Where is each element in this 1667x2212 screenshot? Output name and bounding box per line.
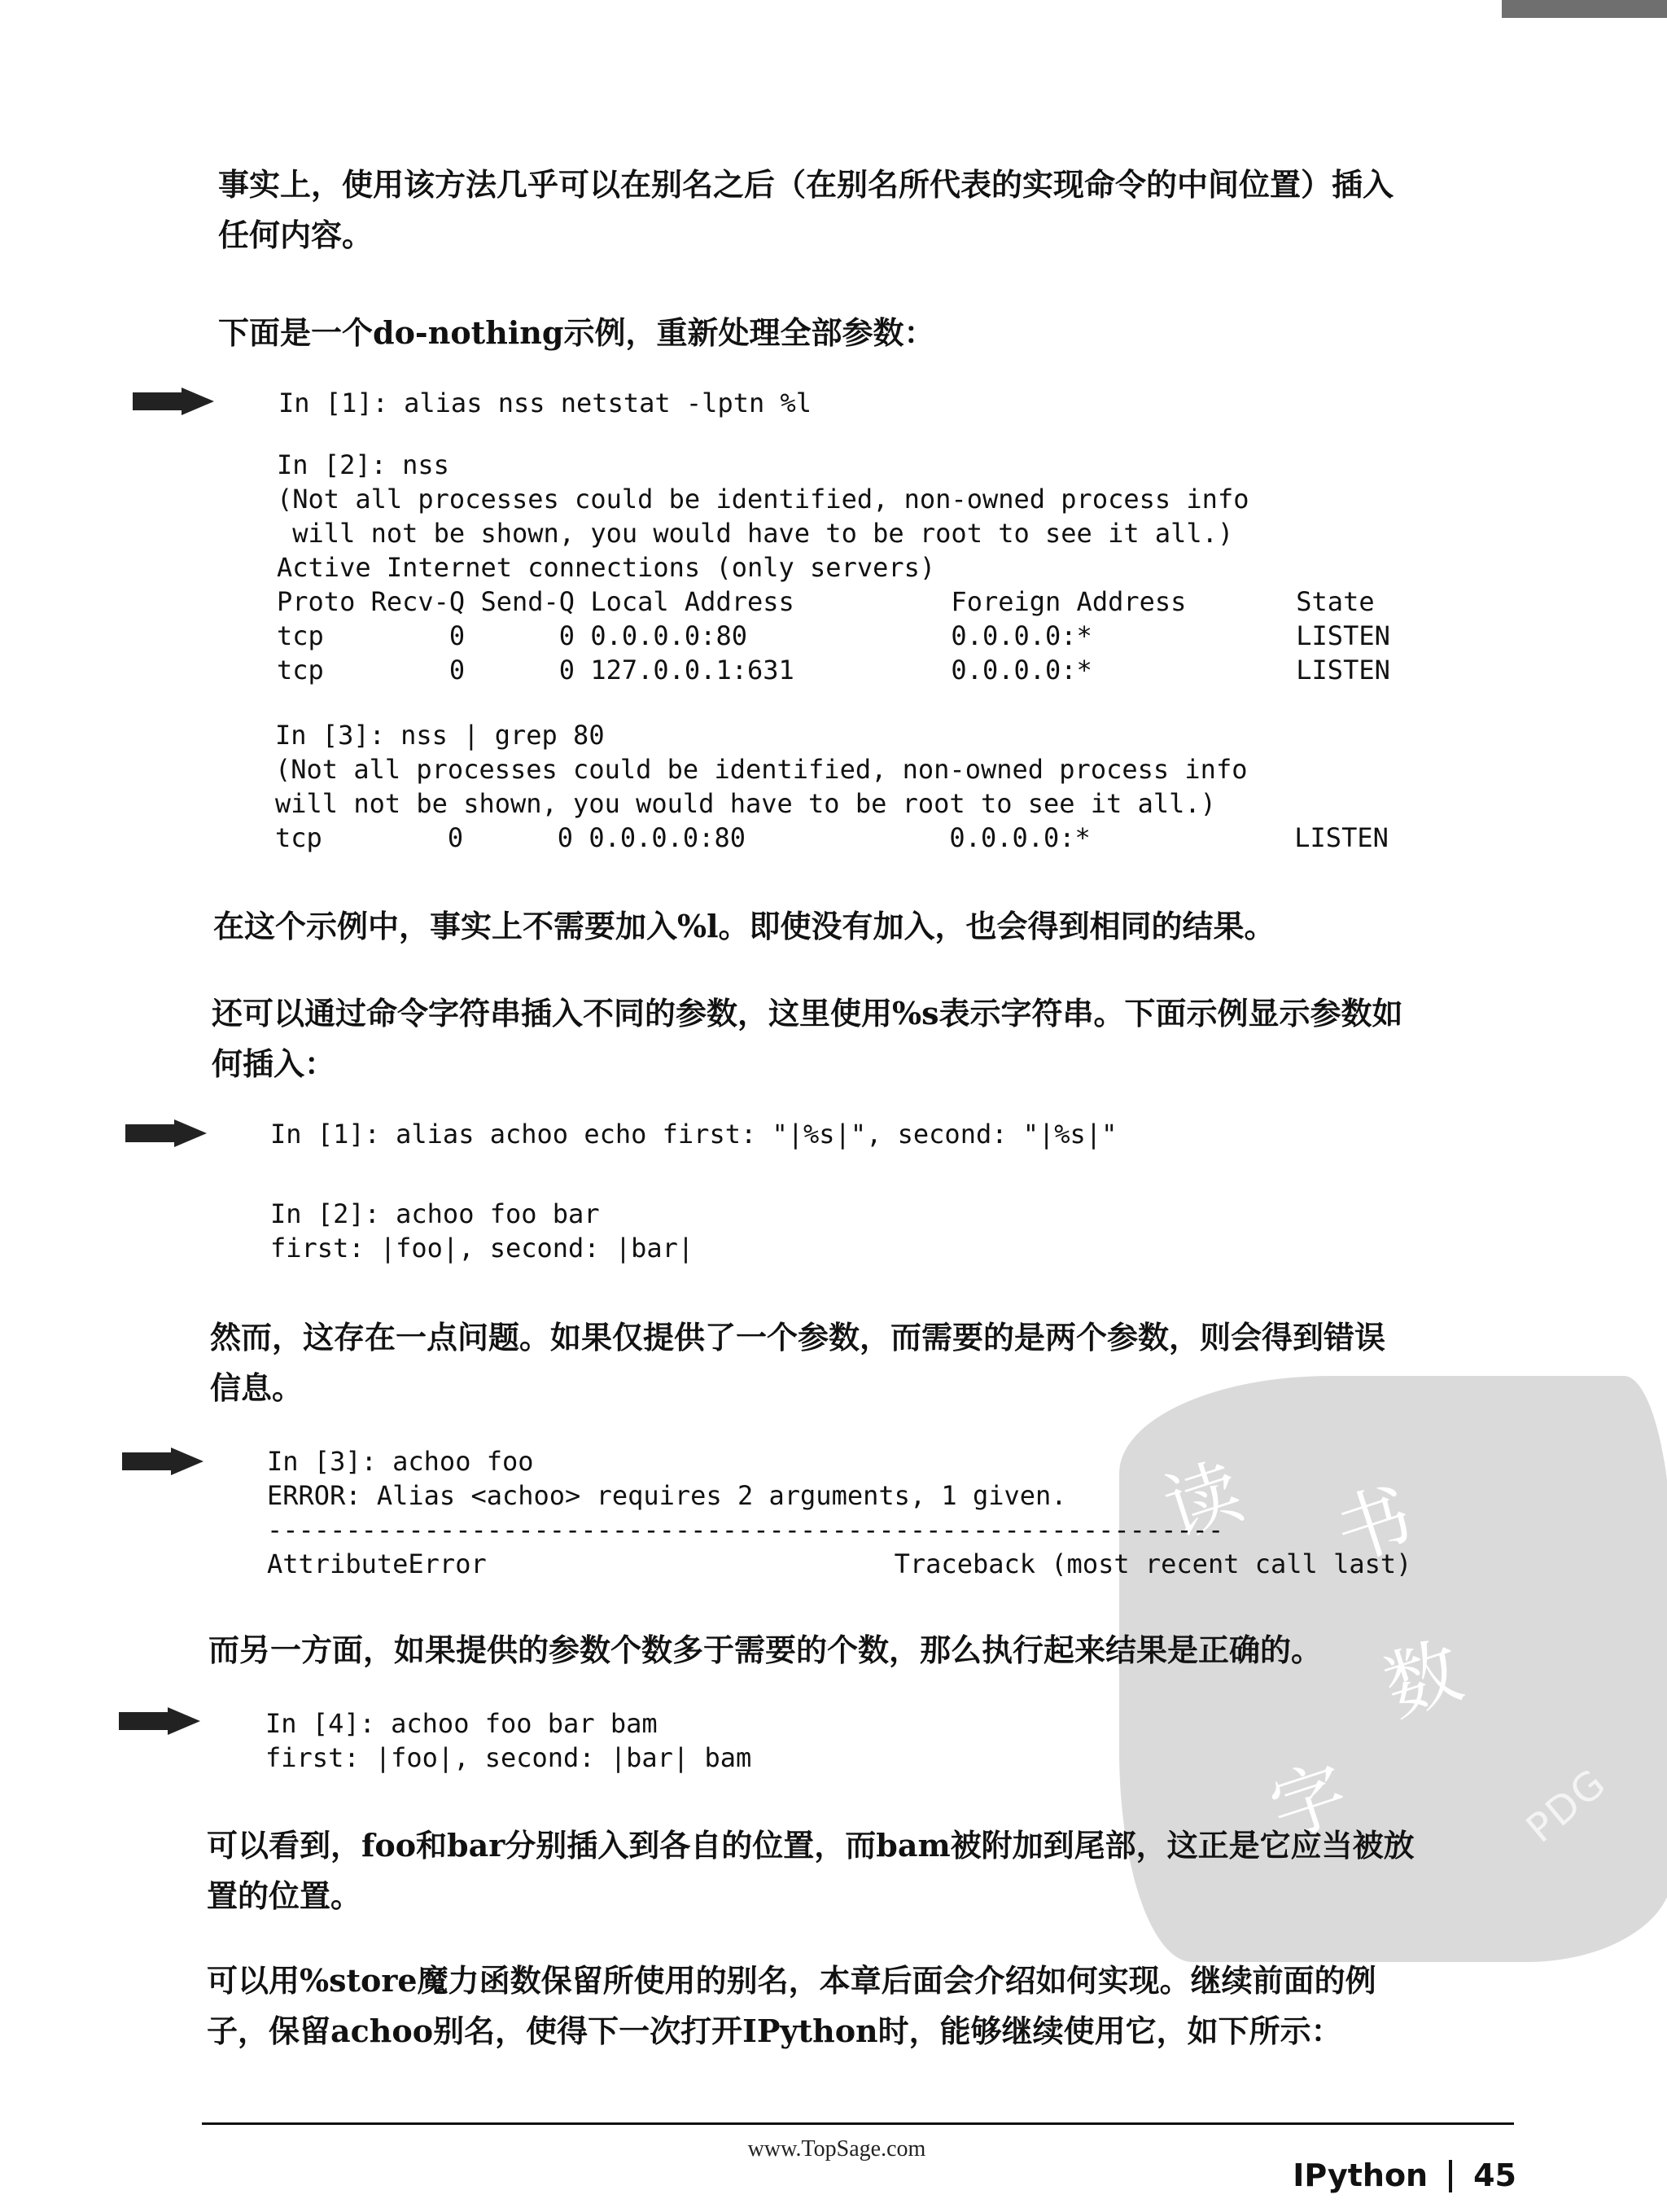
code-line: In [4]: achoo foo bar bam [265, 1708, 658, 1739]
paragraph-4 [212, 988, 1403, 1089]
code-line: In [1]: alias achoo echo first: "|%s|", second: "|%s|" [270, 1119, 1118, 1150]
code-block-5 [270, 1197, 693, 1265]
code-block-1 [278, 386, 812, 420]
code-line: will not be shown, you would have to be root to see it all.) [275, 788, 1216, 819]
code-line: In [1]: alias nss netstat -lptn %l [278, 388, 812, 418]
code-block-4 [270, 1117, 1117, 1151]
footer-url: www.TopSage.com [747, 2136, 926, 2162]
code-line: ------------------------------------------------------------- [267, 1514, 1224, 1545]
scan-edge-mark [1502, 0, 1667, 18]
code-line: first: |foo|, second: |bar| [270, 1233, 694, 1264]
code-block-3 [275, 718, 1389, 855]
code-line: In [2]: nss [277, 449, 449, 480]
code-block-6 [267, 1444, 1411, 1581]
paragraph-line: 子，保留achoo别名，使得下一次打开IPython时，能够继续使用它，如下所示： [207, 2013, 1342, 2049]
watermark-char: 读 [1154, 1448, 1253, 1554]
footer-separator [1449, 2160, 1452, 2192]
code-line: tcp 0 0 0.0.0.0:80 0.0.0.0:* LISTEN [275, 822, 1389, 853]
code-line: will not be shown, you would have to be root to see it all.) [277, 518, 1234, 549]
code-line: first: |foo|, second: |bar| bam [265, 1742, 752, 1773]
paragraph-line: 而另一方面，如果提供的参数个数多于需要的个数，那么执行起来结果是正确的。 [208, 1632, 1323, 1668]
code-line: In [3]: achoo foo [267, 1446, 534, 1477]
code-line: In [2]: achoo foo bar [270, 1198, 600, 1229]
paragraph-line: 事实上，使用该方法几乎可以在别名之后（在别名所代表的实现命令的中间位置）插入 [218, 166, 1394, 203]
page-number: 45 [1473, 2157, 1516, 2193]
code-line: tcp 0 0 127.0.0.1:631 0.0.0.0:* LISTEN [277, 655, 1390, 686]
code-block-2 [277, 448, 1390, 687]
paragraph-line: 何插入： [212, 1045, 336, 1082]
code-line: (Not all processes could be identified, non-owned process info [275, 754, 1248, 785]
code-line: Active Internet connections (only servers) [277, 552, 936, 583]
paragraph-7 [207, 1820, 1415, 1921]
watermark-label: PDG [1517, 1759, 1616, 1852]
paragraph-line: 可以看到，foo和bar分别插入到各自的位置，而bam被附加到尾部，这正是它应当被放 [207, 1827, 1415, 1864]
paragraph-line: 然而，这存在一点问题。如果仅提供了一个参数，而需要的是两个参数，则会得到错误 [210, 1319, 1386, 1356]
code-line: tcp 0 0 0.0.0.0:80 0.0.0.0:* LISTEN [277, 620, 1390, 651]
watermark-char: 数 [1374, 1627, 1472, 1733]
code-line: (Not all processes could be identified, non-owned process info [277, 484, 1249, 515]
watermark-char: 书 [1325, 1472, 1424, 1579]
arrow-marker-icon [133, 388, 214, 415]
footer-rule [202, 2122, 1514, 2125]
code-line: ERROR: Alias <achoo> requires 2 arguments, 1 given. [267, 1480, 1067, 1511]
arrow-marker-icon [125, 1119, 207, 1147]
paragraph-line: 还可以通过命令字符串插入不同的参数，这里使用%s表示字符串。下面示例显示参数如 [212, 995, 1403, 1032]
paragraph-8 [207, 1956, 1376, 2057]
code-line: AttributeError Traceback (most recent call last) [267, 1548, 1412, 1579]
paragraph-line: 在这个示例中，事实上不需要加入%l。即使没有加入，也会得到相同的结果。 [213, 908, 1275, 944]
running-footer [1293, 2157, 1516, 2193]
code-block-7 [265, 1706, 751, 1775]
paragraph-line: 可以用%store魔力函数保留所使用的别名，本章后面会介绍如何实现。继续前面的例 [207, 1962, 1376, 1999]
paragraph-6 [208, 1625, 1322, 1675]
code-line: Proto Recv-Q Send-Q Local Address Foreign Address State [277, 586, 1375, 617]
paragraph-line: 下面是一个do-nothing示例，重新处理全部参数： [218, 314, 935, 351]
arrow-marker-icon [122, 1448, 203, 1475]
arrow-marker-icon [119, 1707, 200, 1735]
paragraph-line: 置的位置。 [207, 1877, 362, 1914]
paragraph-line: 任何内容。 [218, 217, 374, 253]
paragraph-2 [218, 308, 934, 358]
footer-section-title: IPython [1293, 2157, 1429, 2193]
code-line: In [3]: nss | grep 80 [275, 720, 605, 751]
paragraph-3 [213, 901, 1275, 952]
watermark-char: 字 [1260, 1749, 1359, 1855]
paragraph-1 [218, 160, 1394, 261]
paragraph-line: 信息。 [210, 1369, 304, 1406]
